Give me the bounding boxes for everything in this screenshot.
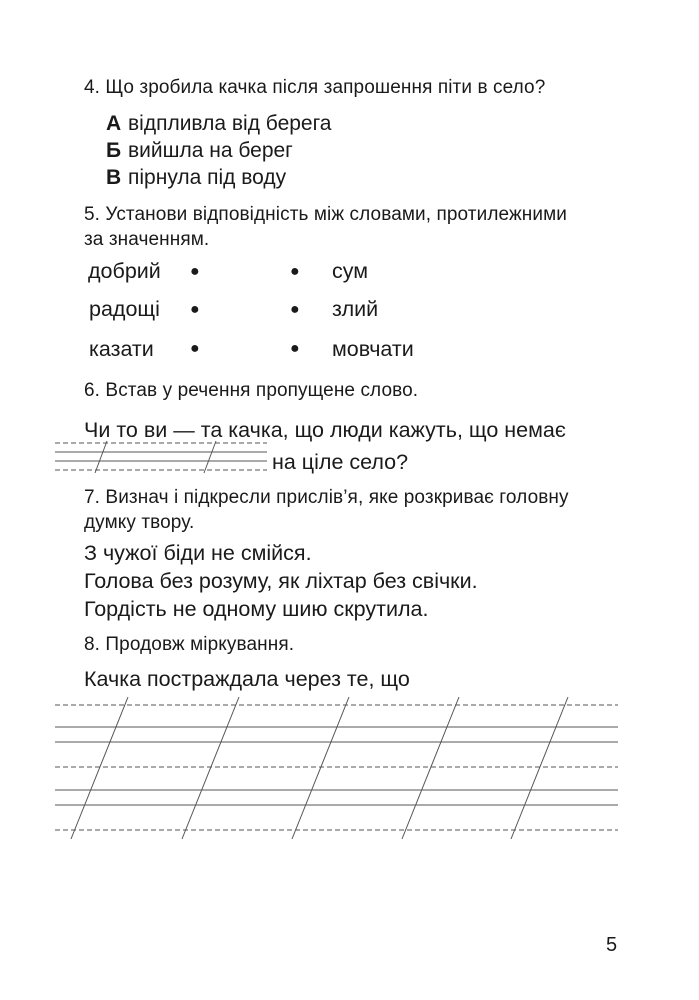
proverb-2[interactable]: Голова без розуму, як ліхтар без свічки. bbox=[84, 569, 478, 593]
option-letter: Б bbox=[106, 139, 122, 162]
match-left-word-3: казати bbox=[89, 337, 154, 361]
q8-writing-area[interactable] bbox=[55, 697, 618, 839]
proverb-3[interactable]: Гордість не одному шию скрутила. bbox=[84, 597, 429, 621]
match-left-word-1: добрий bbox=[88, 259, 161, 283]
q6-sentence-line2: на ціле село? bbox=[272, 450, 409, 474]
match-right-word-3: мовчати bbox=[332, 337, 414, 361]
match-right-word-2: злий bbox=[332, 297, 379, 321]
q8-question: 8. Продовж міркування. bbox=[84, 634, 295, 655]
match-left-dot-1[interactable]: ● bbox=[190, 263, 200, 280]
q8-prompt: Качка постраждала через те, що bbox=[84, 667, 410, 691]
proverb-1[interactable]: З чужої біди не смійся. bbox=[84, 541, 312, 565]
q7-question-line2: думку твору. bbox=[84, 512, 195, 533]
q6-grid bbox=[55, 441, 267, 473]
match-right-dot-3[interactable]: ● bbox=[290, 340, 300, 357]
q6-sentence-line1: Чи то ви — та качка, що люди кажуть, що немає bbox=[84, 418, 566, 442]
option-text: відпливла від берега bbox=[128, 112, 332, 135]
page-number: 5 bbox=[606, 934, 618, 956]
q5-question-line2: за значенням. bbox=[84, 229, 210, 250]
match-right-dot-1[interactable]: ● bbox=[290, 263, 300, 280]
q5-question-line1: 5. Установи відповідність між словами, протилежними bbox=[84, 204, 567, 225]
q6-question: 6. Встав у речення пропущене слово. bbox=[84, 380, 419, 401]
match-left-dot-3[interactable]: ● bbox=[190, 340, 200, 357]
option-text: пірнула під воду bbox=[128, 166, 287, 189]
match-left-dot-2[interactable]: ● bbox=[190, 301, 200, 318]
match-right-word-1: сум bbox=[332, 259, 369, 283]
option-letter: В bbox=[106, 166, 122, 189]
match-right-dot-2[interactable]: ● bbox=[290, 301, 300, 318]
option-text: вийшла на берег bbox=[128, 139, 293, 162]
match-left-word-2: радощі bbox=[89, 297, 160, 321]
option-letter: А bbox=[106, 112, 122, 135]
q4-question: 4. Що зробила качка після запрошення піти в село? bbox=[84, 77, 546, 98]
q7-question-line1: 7. Визнач і підкресли прислів’я, яке розкриває головну bbox=[84, 487, 569, 508]
